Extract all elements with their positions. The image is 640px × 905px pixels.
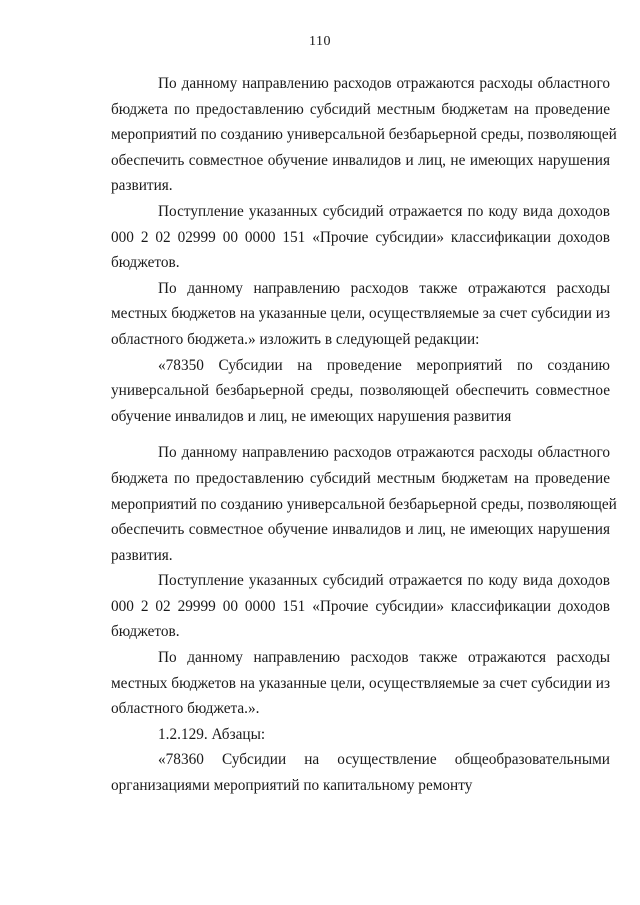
text-line: бюджетов. [111, 254, 180, 272]
text-line: «78350 Субсидии на проведение мероприятий по созданию [158, 356, 610, 374]
text-line: По данному направлению расходов также отражаются расходы [158, 279, 610, 297]
text-line: бюджетов. [111, 623, 180, 641]
paragraph-income-code-new [111, 568, 610, 645]
text-line: областного бюджета.» изложить в следующей редакции: [111, 330, 480, 348]
text-line: развития. [111, 177, 173, 195]
text-line: Поступление указанных субсидий отражается по коду вида доходов [158, 572, 610, 590]
paragraph-description-old [111, 71, 617, 199]
text-line: областного бюджета.». [111, 700, 260, 718]
paragraph-code-78350 [111, 353, 610, 430]
document-body [111, 71, 617, 799]
text-line: По данному направлению расходов также отражаются расходы [158, 649, 610, 667]
text-line: бюджета по предоставлению субсидий местным бюджетам на проведение [111, 100, 610, 118]
text-line: обеспечить совместное обучение инвалидов и лиц, не имеющих нарушения [111, 521, 610, 539]
text-line: По данному направлению расходов отражаются расходы областного [158, 444, 610, 462]
text-line: 1.2.129. Абзацы: [158, 725, 266, 743]
page-number: 110 [309, 34, 331, 49]
text-line: мероприятий по созданию универсальной безбарьерной среды, позволяющей [111, 126, 617, 144]
paragraph-local-budgets-old [111, 276, 610, 353]
paragraph-section-heading [111, 722, 610, 748]
text-line: Поступление указанных субсидий отражается по коду вида доходов [158, 202, 610, 220]
text-line: обучение инвалидов и лиц, не имеющих нарушения развития [111, 407, 512, 425]
paragraph-income-code-old [111, 199, 610, 276]
text-line: «78360 Субсидии на осуществление общеобразовательными [158, 751, 610, 769]
text-line: развития. [111, 546, 173, 564]
paragraph-local-budgets-new [111, 645, 610, 722]
text-line: бюджета по предоставлению субсидий местным бюджетам на проведение [111, 469, 610, 487]
text-line: местных бюджетов на указанные цели, осуществляемые за счет субсидии из [111, 674, 610, 692]
text-line: 000 2 02 29999 00 0000 151 «Прочие субсидии» классификации доходов [111, 597, 610, 615]
text-line: 000 2 02 02999 00 0000 151 «Прочие субсидии» классификации доходов [111, 228, 610, 246]
text-line: мероприятий по созданию универсальной безбарьерной среды, позволяющей [111, 495, 617, 513]
text-line: обеспечить совместное обучение инвалидов и лиц, не имеющих нарушения [111, 151, 610, 169]
paragraph-code-78360 [111, 747, 610, 798]
paragraph-description-new [111, 440, 617, 568]
text-line: местных бюджетов на указанные цели, осуществляемые за счет субсидии из [111, 305, 610, 323]
blank-line [111, 429, 610, 440]
text-line: организациями мероприятий по капитальному ремонту [111, 777, 473, 795]
text-line: По данному направлению расходов отражаются расходы областного [158, 75, 610, 92]
text-line: универсальной безбарьерной среды, позволяющей обеспечить совместное [111, 382, 610, 400]
